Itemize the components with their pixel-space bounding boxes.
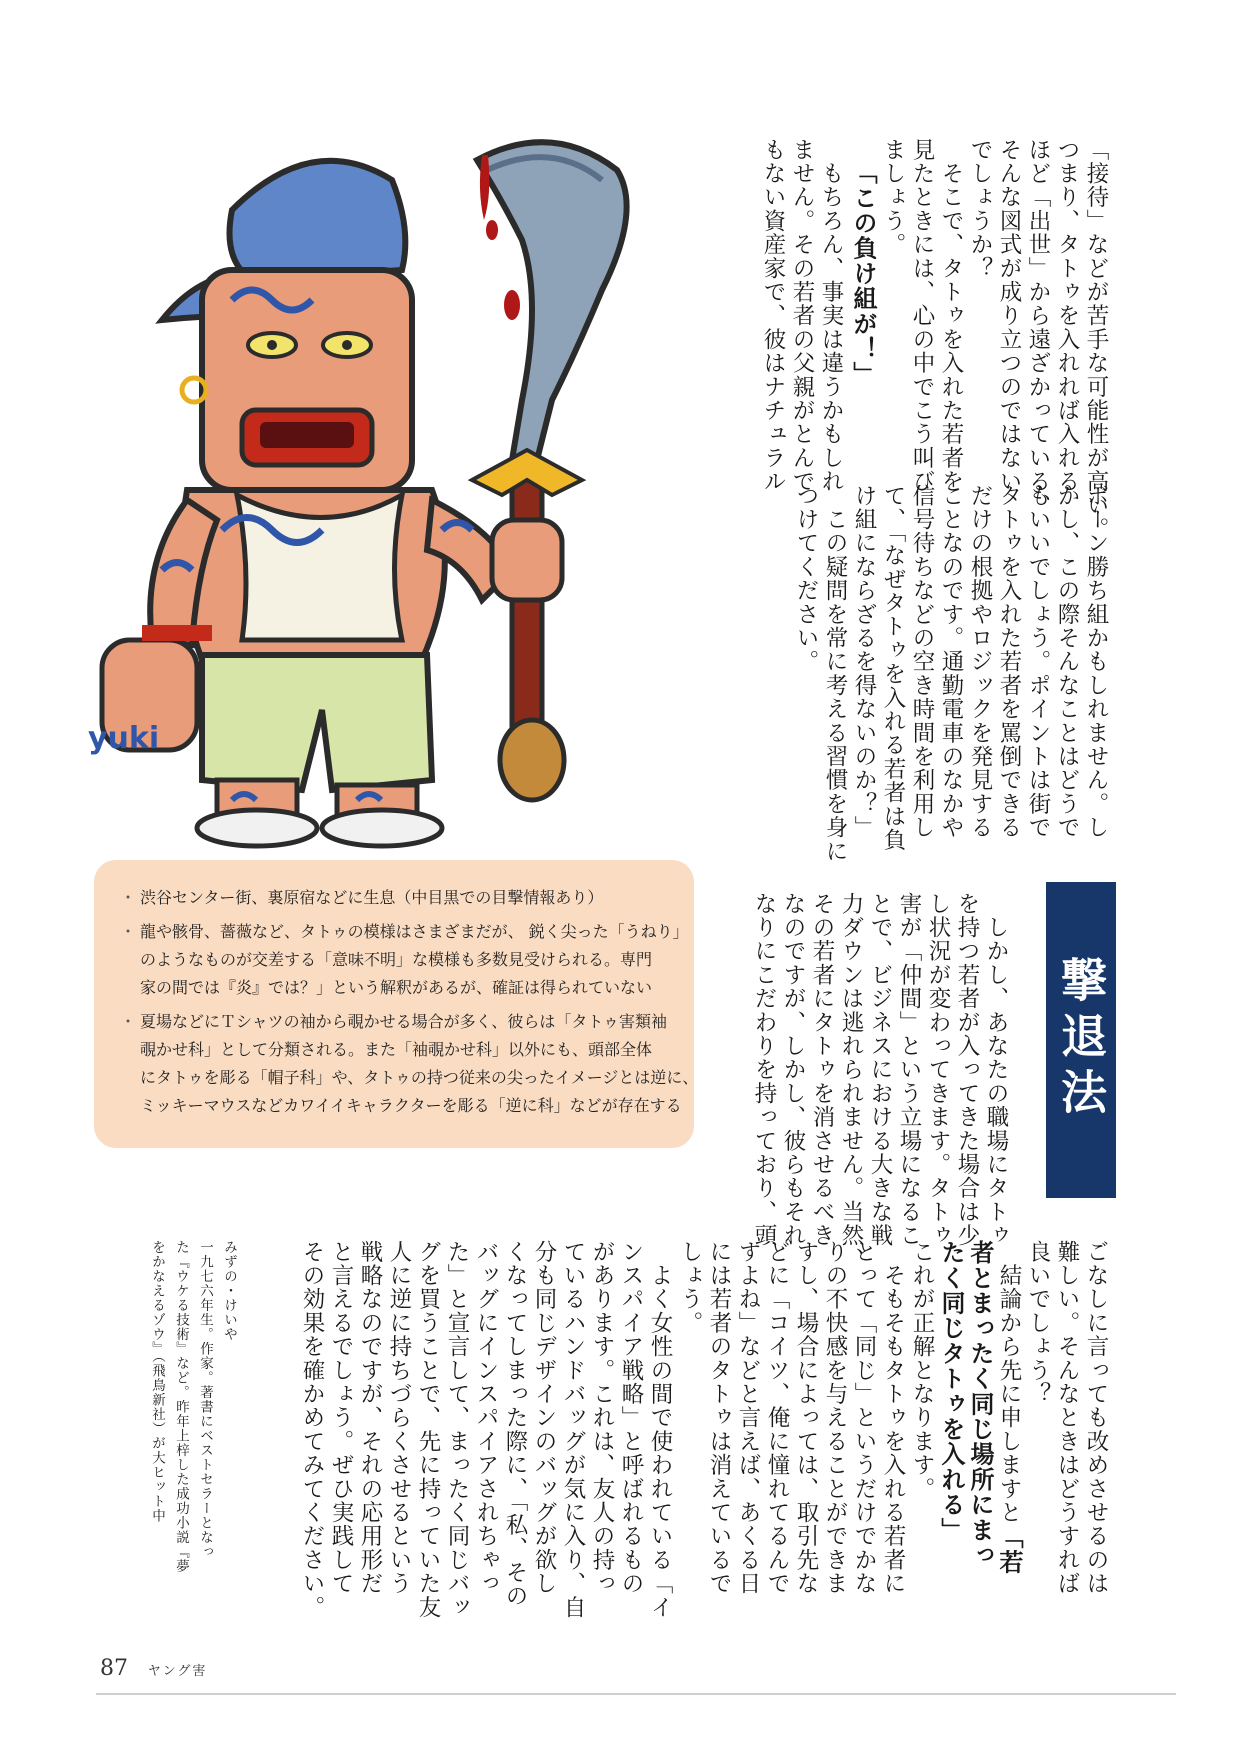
text-column: もない資産家で、彼はナチュラル [760,138,786,494]
text-column [994,1240,1023,1575]
emphasis-text: たく同じタトゥを入れる」 [937,1240,965,1543]
text-column: し状況が変わってきます。タトゥ [925,892,951,1248]
text-column: ボーン勝ち組かもしれません。し [1083,484,1109,840]
text-column: 良いでしょう？ [1025,1240,1051,1406]
text-column: しかし、あなたの職場にタトゥ [983,892,1009,1248]
tattooed-man-illustration [82,100,682,860]
emphasis-text: 者とまったく同じ場所にまっ [966,1240,994,1568]
author-bio-line: た『ウケる技術』など。昨年上梓した成功小説『夢 [173,1240,189,1574]
text-column: かし、この際そんなことはどうで [1054,484,1080,840]
text-column: ましょう。 [880,138,906,257]
text-column: た」と宣言して、まったく同じバッ [444,1240,470,1620]
text-column: 力ダウンは逃れられません。当然、 [838,892,864,1272]
text-column: タトゥを入れた若者を罵倒できる [996,484,1022,840]
characteristic-item: ・ 龍や骸骨、薔薇など、タトゥの模様はさまざまだが、 鋭く尖った「うねり」 のようなものが交差する「意味不明」な模様も多数見受けられる。専門 家の間では『炎』では？」という解釈があるが、確証は得られていない [120,918,668,1002]
text-column: があります。これは、友人の持っ [589,1240,615,1596]
emphasis-text: 「若 [995,1524,1023,1575]
author-bio-line: をかなえるゾウ』（飛鳥新社）が大ヒット中 [149,1240,165,1524]
text-column: その若者にタトゥを消させるべき [809,892,835,1248]
text-column: この疑問を常に考える習慣を身に [822,484,848,864]
text-column: そもそもタトゥを入れる若者に [880,1240,906,1596]
text-column: て、「なぜタトゥを入れる若者は負 [880,484,906,852]
text-column: 「接待」などが苦手な可能性が高い。 [1083,138,1109,541]
section-banner: 撃退法 [1046,882,1116,1198]
text-column: でしょうか？ [967,138,993,281]
author-bio-line: みずの・けいや [221,1240,237,1342]
text-column: を持つ若者が入ってきた場合は少 [954,892,980,1248]
text-column: すし、場合によっては、取引先な [793,1240,819,1596]
page-number: 87 [100,1656,128,1681]
text-column: 見たときには、心の中でこう叫び [909,138,935,494]
text-column: グを買うことで、先に持っていた友 [415,1240,441,1620]
text-column: バッグにインスパイアされちゃっ [473,1240,499,1596]
text-column: そんな図式が成り立つのではない [996,138,1022,494]
exclamation-heading: 「この負け組が！」 [849,160,877,387]
text-column: とって「同じ」というだけでかな [851,1240,877,1596]
characteristic-item: ・ 渋谷センター街、裏原宿などに生息（中目黒での目撃情報あり） [120,884,668,912]
text-column: 害が「仲間」という立場になるこ [896,892,922,1248]
text-column: ことなのです。通勤電車のなかや [938,484,964,840]
text-column: ほど「出世」から遠ざかっている、 [1025,138,1051,518]
text-column: つけてください。 [793,484,819,674]
text-column: 難しい。そんなときはどうすれば [1054,1240,1080,1596]
text-column: そこで、タトゥを入れた若者を [938,138,964,494]
text-column: ンスパイア戦略」と呼ばれるもの [618,1240,644,1596]
text-column: とで、ビジネスにおける大きな戦 [867,892,893,1248]
text-column: どに「コイツ、俺に憧れてるんで [764,1240,790,1596]
author-bio-line: 一九七六年生。作家。著書にベストセラーとなっ [197,1240,213,1559]
page-footer [100,1656,207,1681]
text-column: ているハンドバッグが気に入り、自 [560,1240,586,1620]
text-column: だけの根拠やロジックを発見する [967,484,993,840]
text-column: には若者のタトゥは消えているで [706,1240,732,1596]
text-column: 人に逆に持ちづらくさせるという [386,1240,412,1596]
text-column: つまり、タトゥを入れれば入れる [1054,138,1080,494]
artist-signature: yuki [88,721,160,756]
characteristic-item: ・ 夏場などにＴシャツの袖から覗かせる場合が多く、彼らは「タトゥ害類袖 覗かせ科」として分類される。また「袖覗かせ科」以外にも、頭部全体 にタトゥを彫る「帽子科」や、タトゥの持つ従来の尖ったイメージとは逆に、 ミッキーマウスなどカワイイキャラクターを彫る「逆に科」などが存在する [120,1008,668,1120]
text-column: りの不快感を与えることができま [822,1240,848,1596]
text-column: け組にならざるを得ないのか？」 [851,484,877,840]
text-column: と言えるでしょう。ぜひ実践して [328,1240,354,1596]
text-column: 戦略なのですが、それの応用形だ [357,1240,383,1596]
text-column: すよね」などと言えば、あくる日 [735,1240,761,1596]
text-column: その効果を確かめてみてください。 [299,1240,325,1620]
text-column: なりにこだわりを持っており、頭 [751,892,777,1248]
text-column: くなってしまった際に、「私、その [502,1240,528,1608]
text-column: これが正解となります。 [909,1240,935,1501]
text-column: よく女性の間で使われている「イ [647,1240,673,1620]
magazine-title: ヤング害 [147,1664,208,1679]
text-column: もいいでしょう。ポイントは街で [1025,484,1051,840]
text-column: ません。その若者の父親がとんで [789,138,815,494]
text-column: しょう。 [677,1240,703,1335]
text-column: 分も同じデザインのバッグが欲し [531,1240,557,1596]
text-column: なのですが、しかし、彼らもそれ [780,892,806,1248]
bottom-divider [96,1693,1176,1695]
text-run: 結論から先に申しますと [996,1240,1022,1525]
text-column: もちろん、事実は違うかもしれ [818,138,844,494]
text-column: ごなしに言っても改めさせるのは [1083,1240,1109,1596]
text-column: 信号待ちなどの空き時間を利用し [909,484,935,840]
characteristics-box [94,860,699,1148]
